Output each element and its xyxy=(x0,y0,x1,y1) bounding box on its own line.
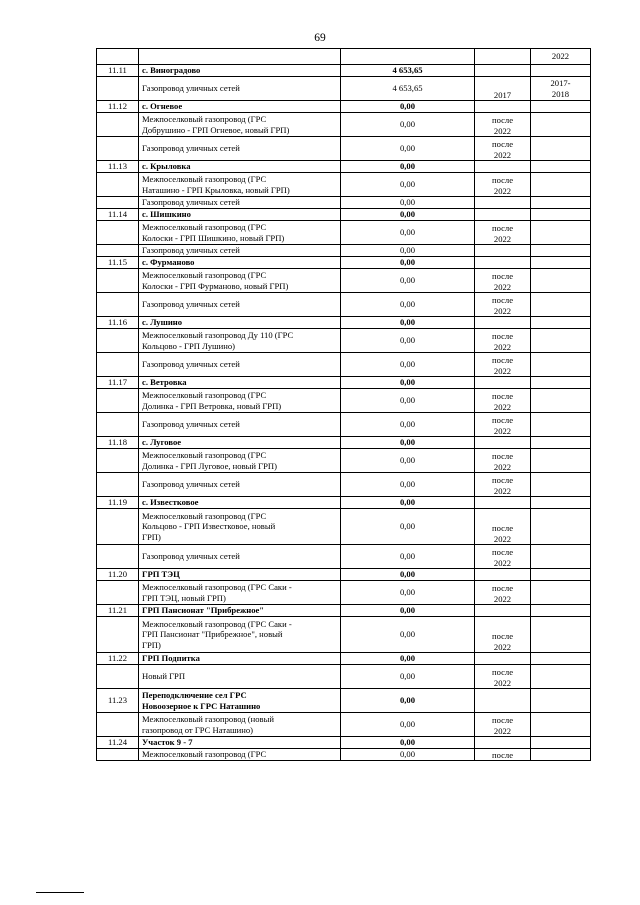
row-name: Газопровод уличных сетей xyxy=(139,137,341,161)
row-end-year xyxy=(531,653,591,665)
row-end-year xyxy=(531,569,591,581)
row-year xyxy=(475,209,531,221)
table-row xyxy=(97,293,591,317)
row-year: после 2022 xyxy=(475,353,531,377)
row-name: с. Ветровка xyxy=(139,377,341,389)
row-name: ГРП ТЭЦ xyxy=(139,569,341,581)
row-amount: 0,00 xyxy=(341,173,475,197)
section-row xyxy=(97,161,591,173)
row-name: Межпоселковый газопровод (ГРС Наташино - ГРП Крыловка, новый ГРП) xyxy=(139,173,341,197)
row-number: 11.13 xyxy=(97,161,139,173)
row-end-year xyxy=(531,545,591,569)
row-name: Газопровод уличных сетей xyxy=(139,413,341,437)
row-number xyxy=(97,49,139,65)
row-amount: 0,00 xyxy=(341,545,475,569)
row-name: с. Известковое xyxy=(139,497,341,509)
row-name xyxy=(139,49,341,65)
row-name: Межпоселковый газопровод (новый газопровод от ГРС Наташино) xyxy=(139,713,341,737)
row-amount: 0,00 xyxy=(341,161,475,173)
row-amount: 0,00 xyxy=(341,353,475,377)
row-name: с. Луговое xyxy=(139,437,341,449)
row-year xyxy=(475,737,531,749)
row-year: после 2022 xyxy=(475,581,531,605)
row-name: Межпоселковый газопровод (ГРС Кольцово - ГРП Известковое, новый ГРП) xyxy=(139,509,341,545)
table-row xyxy=(97,137,591,161)
row-number: 11.20 xyxy=(97,569,139,581)
row-number: 11.12 xyxy=(97,101,139,113)
section-row xyxy=(97,437,591,449)
row-end-year xyxy=(531,605,591,617)
row-name: Участок 9 - 7 xyxy=(139,737,341,749)
row-amount: 0,00 xyxy=(341,665,475,689)
row-number xyxy=(97,197,139,209)
row-name: ГРП Пансионат "Прибрежное" xyxy=(139,605,341,617)
row-amount: 0,00 xyxy=(341,737,475,749)
row-number xyxy=(97,293,139,317)
row-number xyxy=(97,617,139,653)
row-end-year xyxy=(531,317,591,329)
row-name: Межпоселковый газопровод (ГРС Колоски - ГРП Фурманово, новый ГРП) xyxy=(139,269,341,293)
row-year: после 2022 xyxy=(475,173,531,197)
table-row xyxy=(97,269,591,293)
row-year xyxy=(475,65,531,77)
row-name: Межпоселковый газопровод (ГРС Долинка - ГРП Луговое, новый ГРП) xyxy=(139,449,341,473)
row-year: после 2022 xyxy=(475,221,531,245)
row-number: 11.19 xyxy=(97,497,139,509)
row-amount: 0,00 xyxy=(341,269,475,293)
section-row xyxy=(97,737,591,749)
section-row xyxy=(97,605,591,617)
row-number xyxy=(97,545,139,569)
row-amount: 0,00 xyxy=(341,101,475,113)
page-number: 69 xyxy=(314,32,326,44)
row-amount xyxy=(341,49,475,65)
row-number: 11.21 xyxy=(97,605,139,617)
section-row xyxy=(97,257,591,269)
section-row xyxy=(97,689,591,713)
row-end-year xyxy=(531,437,591,449)
row-end-year xyxy=(531,293,591,317)
row-amount: 0,00 xyxy=(341,317,475,329)
row-end-year xyxy=(531,473,591,497)
row-end-year xyxy=(531,749,591,761)
row-amount: 0,00 xyxy=(341,749,475,761)
row-end-year xyxy=(531,161,591,173)
row-amount: 0,00 xyxy=(341,329,475,353)
row-number xyxy=(97,329,139,353)
table-body xyxy=(97,49,591,761)
row-name: Межпоселковый газопровод (ГРС xyxy=(139,749,341,761)
row-year xyxy=(475,101,531,113)
footnote-separator xyxy=(36,892,84,893)
row-year: после 2022 xyxy=(475,449,531,473)
row-number xyxy=(97,665,139,689)
row-amount: 0,00 xyxy=(341,197,475,209)
row-end-year xyxy=(531,449,591,473)
row-end-year xyxy=(531,329,591,353)
row-name: Переподключение сел ГРС Новоозерное к ГРС Наташино xyxy=(139,689,341,713)
row-year: 2017 xyxy=(475,77,531,101)
row-number: 11.18 xyxy=(97,437,139,449)
row-name: Межпоселковый газопровод (ГРС Саки - ГРП ТЭЦ, новый ГРП) xyxy=(139,581,341,605)
section-row xyxy=(97,65,591,77)
row-number xyxy=(97,713,139,737)
row-year xyxy=(475,437,531,449)
row-end-year xyxy=(531,173,591,197)
section-row xyxy=(97,101,591,113)
gas-pipeline-table xyxy=(96,48,591,761)
row-year xyxy=(475,653,531,665)
row-amount: 0,00 xyxy=(341,245,475,257)
table-row xyxy=(97,449,591,473)
row-year xyxy=(475,689,531,713)
row-end-year xyxy=(531,509,591,545)
row-number xyxy=(97,77,139,101)
row-year: после 2022 xyxy=(475,293,531,317)
row-name: с. Крыловка xyxy=(139,161,341,173)
row-amount: 0,00 xyxy=(341,569,475,581)
row-year xyxy=(475,569,531,581)
row-year: после 2022 xyxy=(475,473,531,497)
row-amount: 4 653,65 xyxy=(341,77,475,101)
row-amount: 0,00 xyxy=(341,377,475,389)
table-row xyxy=(97,49,591,65)
row-end-year xyxy=(531,245,591,257)
row-number xyxy=(97,509,139,545)
row-year xyxy=(475,497,531,509)
row-number: 11.23 xyxy=(97,689,139,713)
row-end-year xyxy=(531,689,591,713)
table-row xyxy=(97,245,591,257)
row-amount: 0,00 xyxy=(341,689,475,713)
row-name: Межпоселковый газопровод (ГРС Колоски - ГРП Шишкино, новый ГРП) xyxy=(139,221,341,245)
row-amount: 0,00 xyxy=(341,257,475,269)
table-row xyxy=(97,749,591,761)
row-name: Межпоселковый газопровод (ГРС Саки - ГРП Пансионат "Прибрежное", новый ГРП) xyxy=(139,617,341,653)
table-row xyxy=(97,413,591,437)
row-end-year xyxy=(531,113,591,137)
row-end-year xyxy=(531,617,591,653)
section-row xyxy=(97,317,591,329)
row-end-year xyxy=(531,269,591,293)
row-name: с. Фурманово xyxy=(139,257,341,269)
row-number xyxy=(97,581,139,605)
row-end-year xyxy=(531,197,591,209)
row-year xyxy=(475,257,531,269)
row-name: Межпоселковый газопровод (ГРС Долинка - ГРП Ветровка, новый ГРП) xyxy=(139,389,341,413)
row-end-year xyxy=(531,389,591,413)
row-amount: 0,00 xyxy=(341,113,475,137)
row-name: Газопровод уличных сетей xyxy=(139,473,341,497)
table-row xyxy=(97,173,591,197)
row-end-year xyxy=(531,101,591,113)
row-number xyxy=(97,449,139,473)
row-name: Газопровод уличных сетей xyxy=(139,293,341,317)
section-row xyxy=(97,569,591,581)
row-amount: 0,00 xyxy=(341,473,475,497)
row-number: 11.17 xyxy=(97,377,139,389)
row-year xyxy=(475,161,531,173)
row-number: 11.22 xyxy=(97,653,139,665)
row-year: после 2022 xyxy=(475,137,531,161)
row-amount: 0,00 xyxy=(341,389,475,413)
row-number xyxy=(97,173,139,197)
table-row xyxy=(97,389,591,413)
table-row xyxy=(97,545,591,569)
table-row xyxy=(97,329,591,353)
row-amount: 0,00 xyxy=(341,209,475,221)
row-number: 11.15 xyxy=(97,257,139,269)
row-amount: 0,00 xyxy=(341,605,475,617)
section-row xyxy=(97,377,591,389)
row-year xyxy=(475,49,531,65)
row-end-year xyxy=(531,413,591,437)
row-end-year xyxy=(531,665,591,689)
row-year: после 2022 xyxy=(475,617,531,653)
row-end-year xyxy=(531,713,591,737)
row-amount: 0,00 xyxy=(341,581,475,605)
row-year: после 2022 xyxy=(475,509,531,545)
row-name: Новый ГРП xyxy=(139,665,341,689)
row-amount: 0,00 xyxy=(341,437,475,449)
row-number xyxy=(97,245,139,257)
row-end-year xyxy=(531,137,591,161)
row-year: после 2022 xyxy=(475,665,531,689)
row-number xyxy=(97,749,139,761)
row-year: после xyxy=(475,749,531,761)
row-number xyxy=(97,221,139,245)
row-amount: 0,00 xyxy=(341,713,475,737)
row-year: после 2022 xyxy=(475,713,531,737)
table-row xyxy=(97,473,591,497)
row-amount: 0,00 xyxy=(341,413,475,437)
table-row xyxy=(97,77,591,101)
row-end-year: 2017- 2018 xyxy=(531,77,591,101)
row-year: после 2022 xyxy=(475,413,531,437)
row-end-year xyxy=(531,221,591,245)
row-name: Межпоселковый газопровод Ду 110 (ГРС Кольцово - ГРП Лушино) xyxy=(139,329,341,353)
table-row xyxy=(97,221,591,245)
row-end-year xyxy=(531,209,591,221)
table-row xyxy=(97,713,591,737)
row-year xyxy=(475,245,531,257)
row-year: после 2022 xyxy=(475,545,531,569)
row-amount: 0,00 xyxy=(341,509,475,545)
row-name: с. Виноградово xyxy=(139,65,341,77)
table-row xyxy=(97,509,591,545)
row-end-year xyxy=(531,257,591,269)
row-number: 11.14 xyxy=(97,209,139,221)
row-name: Газопровод уличных сетей xyxy=(139,245,341,257)
row-amount: 0,00 xyxy=(341,617,475,653)
row-end-year xyxy=(531,497,591,509)
row-number xyxy=(97,353,139,377)
row-name: ГРП Подпитка xyxy=(139,653,341,665)
row-amount: 0,00 xyxy=(341,137,475,161)
row-number xyxy=(97,269,139,293)
row-number xyxy=(97,137,139,161)
row-number xyxy=(97,389,139,413)
row-amount: 4 653,65 xyxy=(341,65,475,77)
row-amount: 0,00 xyxy=(341,497,475,509)
row-year xyxy=(475,317,531,329)
row-end-year xyxy=(531,737,591,749)
row-name: с. Лушино xyxy=(139,317,341,329)
table-row xyxy=(97,353,591,377)
section-row xyxy=(97,209,591,221)
row-year xyxy=(475,377,531,389)
table-row xyxy=(97,617,591,653)
row-end-year: 2022 xyxy=(531,49,591,65)
row-year: после 2022 xyxy=(475,389,531,413)
row-number xyxy=(97,413,139,437)
row-name: Газопровод уличных сетей xyxy=(139,353,341,377)
row-name: Газопровод уличных сетей xyxy=(139,545,341,569)
table-row xyxy=(97,113,591,137)
row-number xyxy=(97,113,139,137)
table-row xyxy=(97,197,591,209)
row-year xyxy=(475,197,531,209)
row-name: Газопровод уличных сетей xyxy=(139,77,341,101)
row-year: после 2022 xyxy=(475,113,531,137)
row-year: после 2022 xyxy=(475,269,531,293)
row-amount: 0,00 xyxy=(341,449,475,473)
table-row xyxy=(97,581,591,605)
table-row xyxy=(97,665,591,689)
row-name: Межпоселковый газопровод (ГРС Добрушино - ГРП Огневое, новый ГРП) xyxy=(139,113,341,137)
row-number xyxy=(97,473,139,497)
section-row xyxy=(97,497,591,509)
row-name: Газопровод уличных сетей xyxy=(139,197,341,209)
row-end-year xyxy=(531,65,591,77)
row-name: с. Огневое xyxy=(139,101,341,113)
row-amount: 0,00 xyxy=(341,221,475,245)
row-number: 11.16 xyxy=(97,317,139,329)
row-end-year xyxy=(531,353,591,377)
row-end-year xyxy=(531,581,591,605)
row-amount: 0,00 xyxy=(341,653,475,665)
row-number: 11.24 xyxy=(97,737,139,749)
row-year: после 2022 xyxy=(475,329,531,353)
row-end-year xyxy=(531,377,591,389)
row-year xyxy=(475,605,531,617)
row-amount: 0,00 xyxy=(341,293,475,317)
row-number: 11.11 xyxy=(97,65,139,77)
row-name: с. Шишкино xyxy=(139,209,341,221)
section-row xyxy=(97,653,591,665)
